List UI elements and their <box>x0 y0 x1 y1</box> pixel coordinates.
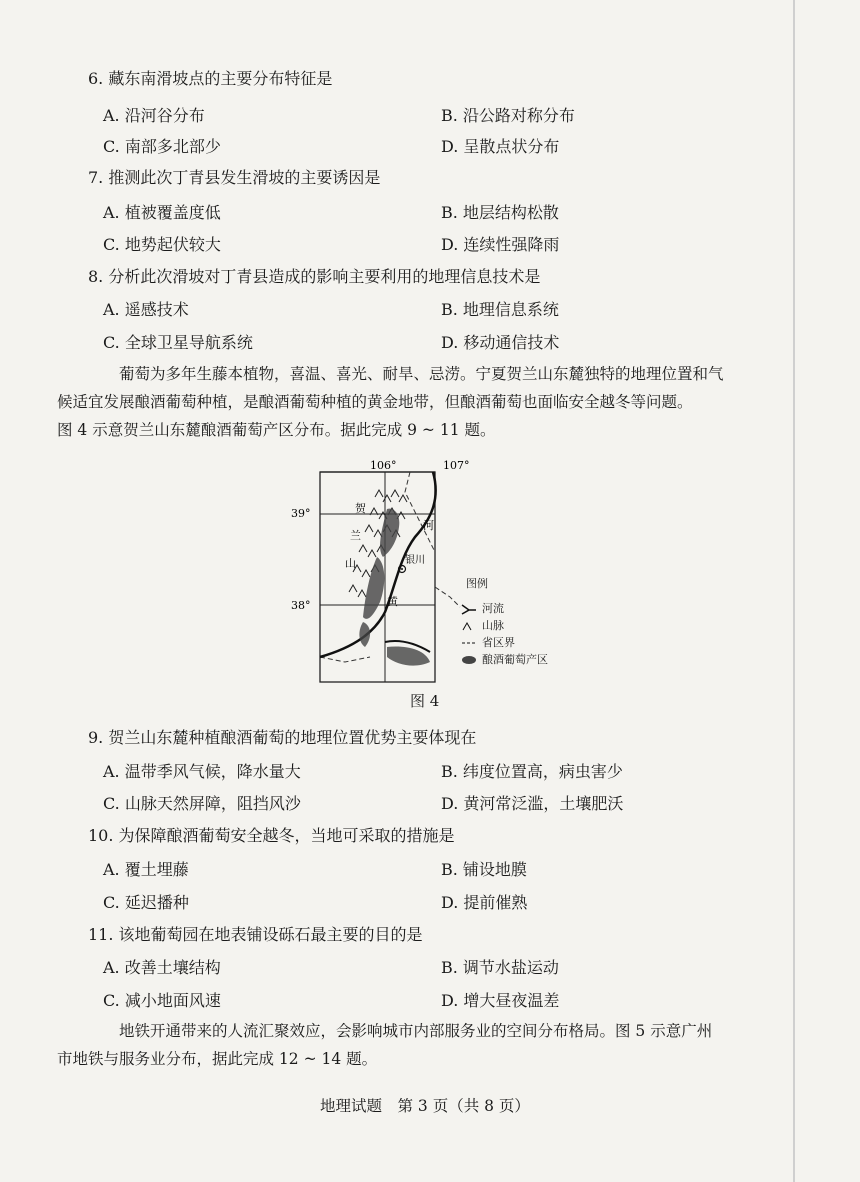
question-6-option-b: B. 沿公路对称分布 <box>441 106 575 125</box>
question-8-option-b: B. 地理信息系统 <box>441 300 559 319</box>
legend-river-icon <box>460 603 478 615</box>
question-7-stem: 7. 推测此次丁青县发生滑坡的主要诱因是 <box>88 168 381 187</box>
question-7-option-a: A. 植被覆盖度低 <box>103 203 221 222</box>
question-8-option-d: D. 移动通信技术 <box>441 333 560 352</box>
question-9-option-c: C. 山脉天然屏障，阻挡风沙 <box>103 794 301 813</box>
legend-title: 图例 <box>466 577 488 590</box>
legend-border-label: 省区界 <box>482 636 515 649</box>
question-9-option-a: A. 温带季风气候，降水量大 <box>103 762 301 781</box>
passage-metro-line-2: 市地铁与服务业分布，据此完成 12 ~ 14 题。 <box>57 1050 378 1068</box>
question-10-option-a: A. 覆土埋藤 <box>103 860 189 879</box>
question-10-option-c: C. 延迟播种 <box>103 893 189 912</box>
question-11-option-c: C. 减小地面风速 <box>103 991 221 1010</box>
question-7-option-c: C. 地势起伏较大 <box>103 235 221 254</box>
question-11-stem: 11. 该地葡萄园在地表铺设砾石最主要的目的是 <box>88 925 423 944</box>
question-10-stem: 10. 为保障酿酒葡萄安全越冬，当地可采取的措施是 <box>88 826 455 845</box>
figure-4-legend <box>460 575 548 668</box>
question-10-option-b: B. 铺设地膜 <box>441 860 527 879</box>
passage-grape <box>57 360 778 444</box>
question-6-option-a: A. 沿河谷分布 <box>103 106 205 125</box>
question-10-option-d: D. 提前催熟 <box>441 893 528 912</box>
legend-vineyard-icon <box>460 654 478 666</box>
province-border-south <box>320 657 370 662</box>
legend-river-label: 河流 <box>482 602 504 615</box>
label-yinchuan: 银川 <box>405 555 425 566</box>
label-lan: 兰 <box>350 529 361 542</box>
question-7-option-b: B. 地层结构松散 <box>441 203 559 222</box>
province-border-east <box>435 587 460 607</box>
label-lat-39: 39° <box>291 507 311 520</box>
label-shan: 山 <box>345 557 356 570</box>
question-8-option-c: C. 全球卫星导航系统 <box>103 333 253 352</box>
label-huang: 黄 <box>387 595 398 608</box>
legend-mountain-label: 山脉 <box>482 619 504 632</box>
question-11-option-d: D. 增大昼夜温差 <box>441 991 560 1010</box>
passage-grape-line-2: 候适宜发展酿酒葡萄种植，是酿酒葡萄种植的黄金地带，但酿酒葡萄也面临安全越冬等问题。 <box>57 393 693 411</box>
legend-vineyard-label: 酿酒葡萄产区 <box>482 653 548 666</box>
question-9-option-d: D. 黄河常泛滥，土壤肥沃 <box>441 794 624 813</box>
label-he: 贺 <box>355 502 366 515</box>
label-lon-107: 107° <box>443 459 470 472</box>
label-lat-38: 38° <box>291 599 311 612</box>
question-8-option-a: A. 遥感技术 <box>103 300 189 319</box>
question-6-option-c: C. 南部多北部少 <box>103 137 221 156</box>
page-edge-divider <box>793 0 795 1182</box>
question-11-option-a: A. 改善土壤结构 <box>103 958 221 977</box>
label-lon-106: 106° <box>370 459 397 472</box>
figure-4-caption: 图 4 <box>410 692 440 710</box>
passage-metro-line-1: 地铁开通带来的人流汇聚效应，会影响城市内部服务业的空间分布格局。图 5 示意广州 <box>119 1022 713 1040</box>
label-he2: 河 <box>423 519 434 532</box>
question-9-stem: 9. 贺兰山东麓种植酿酒葡萄的地理位置优势主要体现在 <box>88 728 477 747</box>
figure-4-map <box>291 457 595 687</box>
question-9-option-b: B. 纬度位置高，病虫害少 <box>441 762 623 781</box>
question-8-stem: 8. 分析此次滑坡对丁青县造成的影响主要利用的地理信息技术是 <box>88 267 541 286</box>
question-11-option-b: B. 调节水盐运动 <box>441 958 559 977</box>
question-6-option-d: D. 呈散点状分布 <box>441 137 560 156</box>
legend-border-icon <box>460 637 478 649</box>
page-footer: 地理试题 第 3 页（共 8 页） <box>320 1097 530 1115</box>
passage-grape-line-3: 图 4 示意贺兰山东麓酿酒葡萄产区分布。据此完成 9 ~ 11 题。 <box>57 421 496 439</box>
passage-metro <box>57 1017 778 1073</box>
map-svg <box>291 457 595 687</box>
passage-grape-line-1: 葡萄为多年生藤本植物，喜温、喜光、耐旱、忌涝。宁夏贺兰山东麓独特的地理位置和气 <box>119 365 724 383</box>
question-7-option-d: D. 连续性强降雨 <box>441 235 560 254</box>
question-6-stem: 6. 藏东南滑坡点的主要分布特征是 <box>88 69 333 88</box>
legend-mountain-icon <box>460 620 478 632</box>
